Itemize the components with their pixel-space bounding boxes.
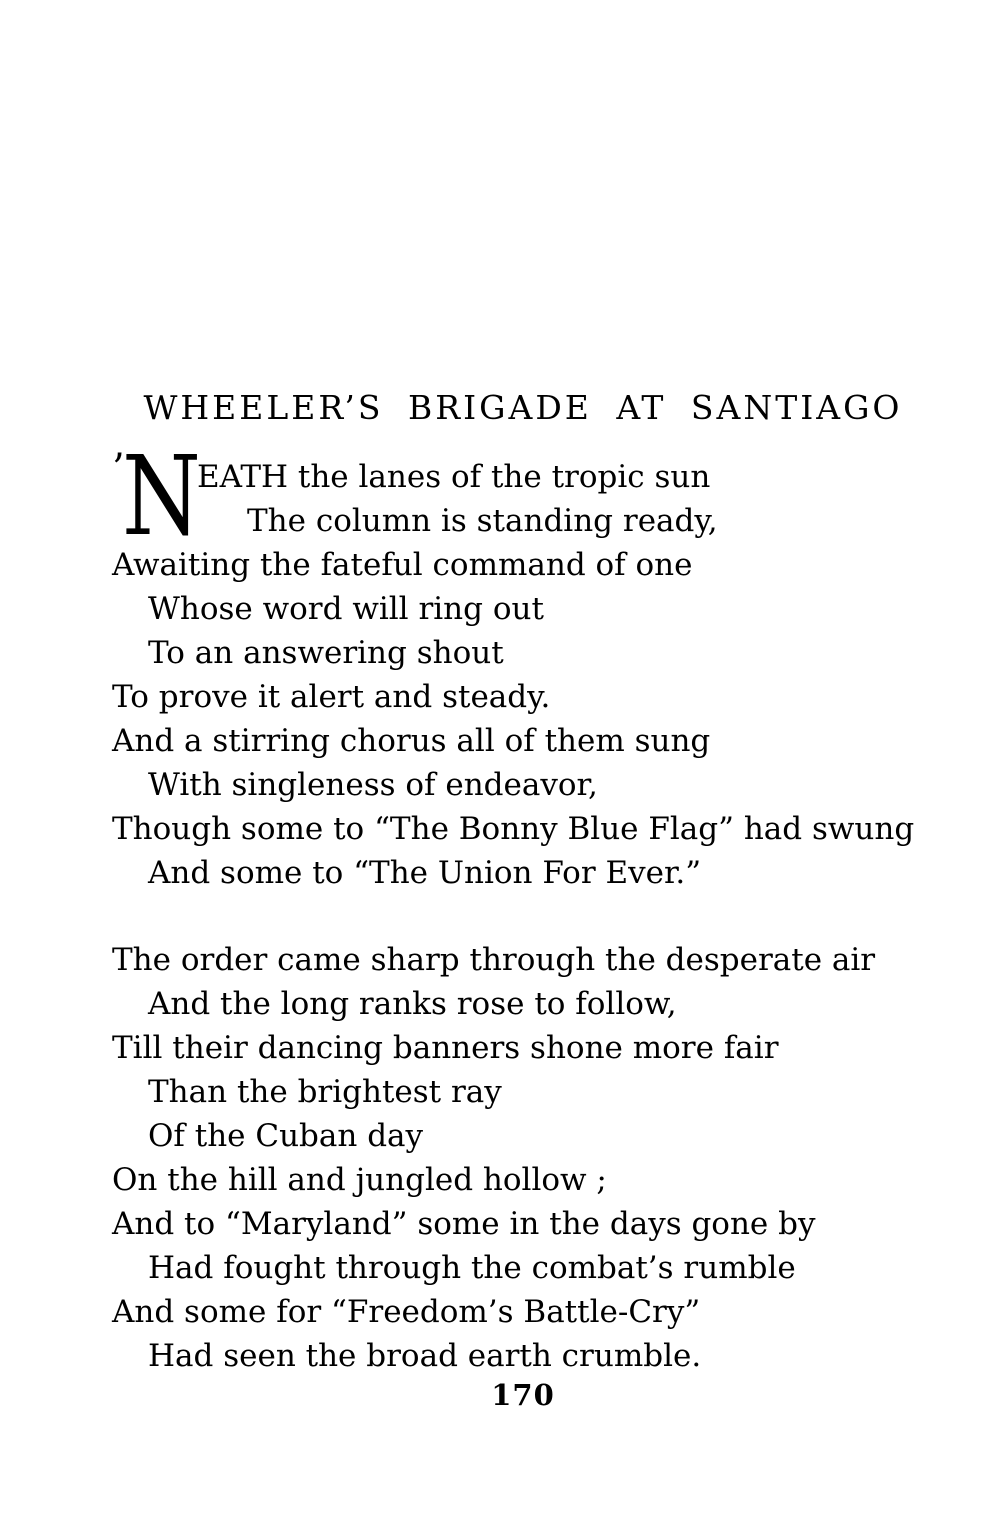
poem-line: The order came sharp through the desperate air <box>112 942 876 978</box>
poem-line: To an answering shout <box>148 635 504 671</box>
poem-line: Awaiting the fateful command of one <box>112 547 693 583</box>
stanza-2 <box>112 938 934 1378</box>
poem-line: And the long ranks rose to follow, <box>148 986 677 1022</box>
poem-line: Of the Cuban day <box>148 1118 424 1154</box>
poem-line: EATH the lanes of the tropic sun <box>197 459 711 495</box>
poem-line: The column is standing ready, <box>247 503 718 539</box>
poem-line: On the hill and jungled hollow ; <box>112 1162 607 1198</box>
stanza-1 <box>112 432 934 895</box>
poem-line: With singleness of endeavor, <box>148 767 598 803</box>
poem-content <box>112 388 934 1378</box>
poem-line: To prove it alert and steady. <box>112 679 551 715</box>
dropcap-apostrophe: ’ <box>112 446 125 492</box>
page-number: 170 <box>491 1378 555 1412</box>
poem-line: And some to “The Union For Ever.” <box>148 855 702 891</box>
poem-title: WHEELER’S BRIGADE AT SANTIAGO <box>143 388 903 427</box>
poem-line: Whose word will ring out <box>148 591 544 627</box>
poem-line: Than the brightest ray <box>148 1074 502 1110</box>
poem-line: Had fought through the combat’s rumble <box>148 1250 796 1286</box>
poem-line: And a stirring chorus all of them sung <box>112 723 711 759</box>
poem-line: And some for “Freedom’s Battle-Cry” <box>112 1294 701 1330</box>
poem-line: And to “Maryland” some in the days gone by <box>112 1206 816 1242</box>
poem-line: Though some to “The Bonny Blue Flag” had swung <box>112 811 915 847</box>
poem-line: Had seen the broad earth crumble. <box>148 1338 702 1374</box>
dropcap-letter: N <box>122 432 201 560</box>
poem-line: Till their dancing banners shone more fair <box>112 1030 779 1066</box>
dropcap <box>112 432 201 560</box>
opening-lines-row <box>112 432 934 560</box>
opening-lines <box>197 455 934 543</box>
